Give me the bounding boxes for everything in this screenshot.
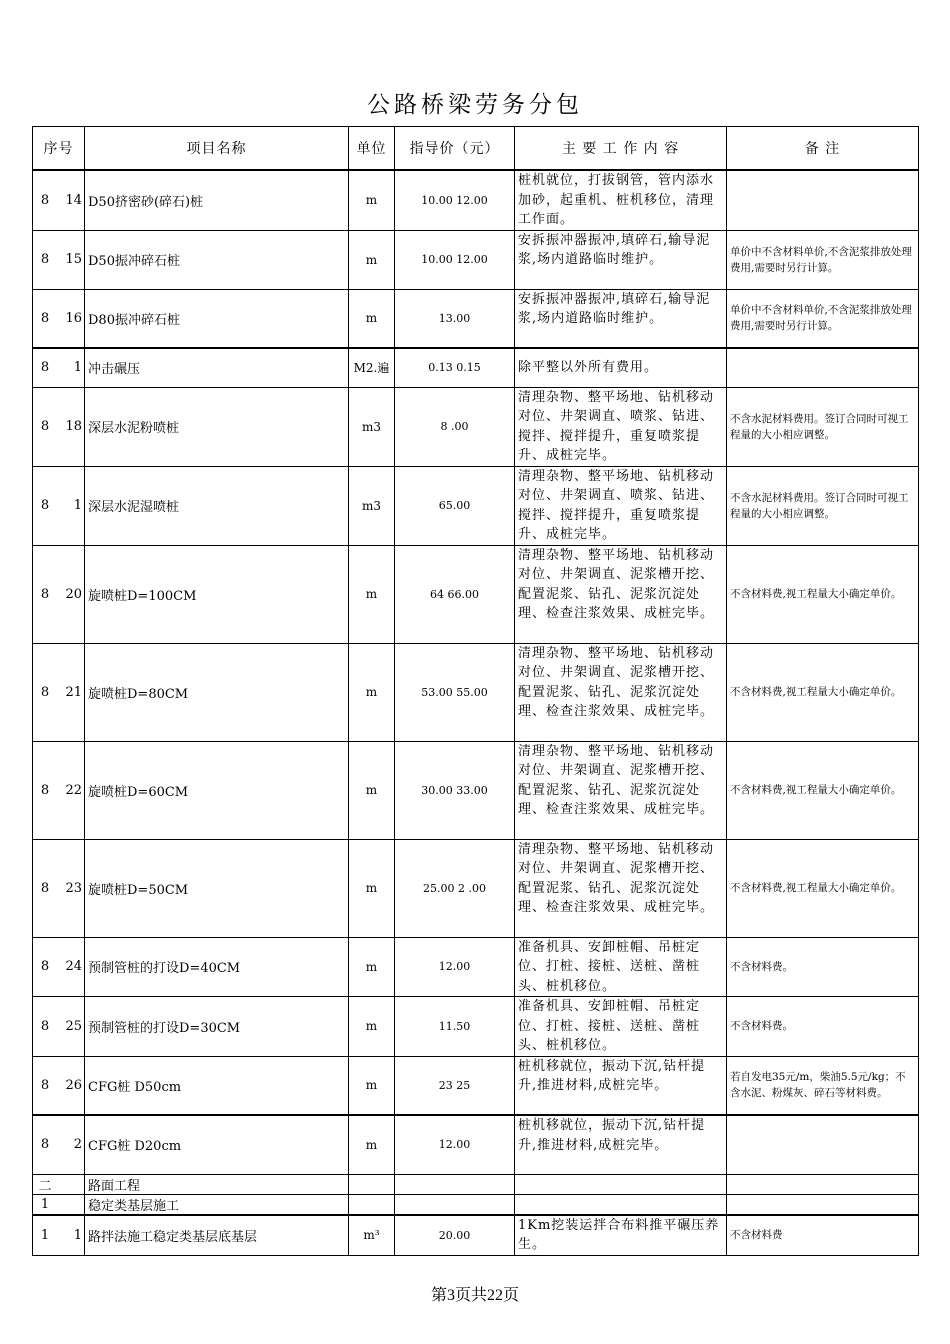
row-note: 不含水泥材料费用。签订合同时可视工程量的大小相应调整。	[727, 466, 919, 545]
table-header-row	[33, 127, 919, 171]
seq-minor: 1	[73, 498, 82, 513]
table-row	[33, 937, 919, 997]
seq-minor: 16	[65, 310, 82, 326]
row-item-name: 预制管桩的打设D=30CM	[85, 997, 349, 1057]
table-row	[33, 1215, 919, 1256]
table-row	[33, 1056, 919, 1115]
row-item-name: 预制管桩的打设D=40CM	[85, 937, 349, 997]
header-name: 项目名称	[85, 127, 349, 171]
row-work-content: 准备机具、安卸桩帽、吊桩定位、打桩、接桩、送桩、凿桩头、桩机移位。	[515, 997, 727, 1057]
seq-minor: 20	[65, 586, 82, 602]
row-item-name: 旋喷桩D=100CM	[85, 545, 349, 643]
row-note: 不含材料费,视工程量大小确定单价。	[727, 643, 919, 741]
row-unit: m	[349, 643, 395, 741]
seq-minor: 2	[73, 1137, 82, 1153]
row-price: 11.50	[395, 997, 515, 1057]
row-work-content: 准备机具、安卸桩帽、吊桩定位、打桩、接桩、送桩、凿桩头、桩机移位。	[515, 937, 727, 997]
row-item-name: 冲击碾压	[85, 348, 349, 387]
table-row	[33, 230, 919, 289]
seq-major: 8	[40, 1018, 50, 1034]
row-unit: m	[349, 741, 395, 839]
seq-major: 8	[40, 684, 50, 700]
row-seq	[33, 230, 85, 289]
row-unit	[349, 1174, 395, 1194]
row-seq	[33, 170, 85, 230]
row-work-content: 桩机就位，打拔钢管，管内添水加砂，起重机、桩机移位，清理工作面。	[515, 170, 727, 230]
row-unit: m³	[349, 1215, 395, 1256]
page-footer: 第3页共22页	[430, 1287, 519, 1304]
table-row	[33, 466, 919, 545]
seq-minor: 25	[65, 1018, 82, 1034]
seq-major: 8	[40, 310, 50, 326]
seq-major: 8	[40, 1077, 50, 1093]
table-row	[33, 387, 919, 466]
header-price: 指导价（元）	[395, 127, 515, 171]
row-work-content: 清理杂物、整平场地、钻机移动对位、井架调直、喷浆、钻进、搅拌、搅拌提升，重复喷浆提升、成桩完毕。	[515, 387, 727, 466]
row-price: 0.13 0.15	[395, 348, 515, 387]
seq-major: 8	[40, 419, 50, 434]
row-item-name: 深层水泥湿喷桩	[85, 466, 349, 545]
row-seq	[33, 839, 85, 937]
row-work-content: 1Km挖装运拌合布料推平碾压养生。	[515, 1215, 727, 1256]
row-price	[395, 1174, 515, 1194]
row-seq	[33, 1194, 85, 1215]
row-seq	[33, 466, 85, 545]
row-seq	[33, 1115, 85, 1174]
row-unit: m	[349, 1115, 395, 1174]
row-seq	[33, 1215, 85, 1256]
row-unit: m	[349, 997, 395, 1057]
seq-major: 8	[40, 586, 50, 602]
seq-major: 8	[40, 1137, 50, 1153]
row-price: 12.00	[395, 1115, 515, 1174]
row-note: 若自发电35元/m，柴油5.5元/kg；不含水泥、粉煤灰、碎石等材料费。	[727, 1056, 919, 1115]
seq-major: 8	[40, 360, 50, 376]
table-body	[33, 170, 919, 1255]
row-price: 65.00	[395, 466, 515, 545]
row-item-name: CFG桩 D50cm	[85, 1056, 349, 1115]
row-work-content: 清理杂物、整平场地、钻机移动对位、井架调直、泥浆槽开挖、配置泥浆、钻孔、泥浆沉淀处理、检查注浆效果、成桩完毕。	[515, 839, 727, 937]
row-seq	[33, 997, 85, 1057]
seq-major: 8	[40, 192, 50, 208]
seq-major: 8	[40, 880, 50, 896]
seq-major: 1	[40, 1196, 50, 1212]
row-work-content: 安拆振冲器振冲,填碎石,输导泥浆,场内道路临时维护。	[515, 289, 727, 348]
row-unit: m	[349, 289, 395, 348]
page-title: 公路桥梁劳务分包	[367, 92, 583, 118]
seq-minor: 21	[65, 684, 82, 700]
row-work-content: 桩机移就位，振动下沉,钻杆提升,推进材料,成桩完毕。	[515, 1056, 727, 1115]
row-item-name: 旋喷桩D=80CM	[85, 643, 349, 741]
price-table	[32, 126, 919, 1256]
row-unit: m	[349, 170, 395, 230]
row-note: 不含材料费。	[727, 997, 919, 1057]
table-row	[33, 997, 919, 1057]
row-price: 53.00 55.00	[395, 643, 515, 741]
table-row	[33, 839, 919, 937]
table-row	[33, 289, 919, 348]
row-seq	[33, 741, 85, 839]
row-unit: M2.遍	[349, 348, 395, 387]
seq-minor: 18	[65, 419, 82, 434]
row-seq	[33, 643, 85, 741]
row-seq	[33, 387, 85, 466]
row-note: 单价中不含材料单价,不含泥浆排放处理费用,需要时另行计算。	[727, 230, 919, 289]
header-work: 主 要 工 作 内 容	[515, 127, 727, 171]
row-work-content: 清理杂物、整平场地、钻机移动对位、井架调直、喷浆、钻进、搅拌、搅拌提升，重复喷浆提升、成桩完毕。	[515, 466, 727, 545]
row-note	[727, 1174, 919, 1194]
seq-major: 8	[40, 252, 50, 267]
row-seq	[33, 545, 85, 643]
row-note	[727, 1115, 919, 1174]
row-price: 13.00	[395, 289, 515, 348]
row-work-content: 清理杂物、整平场地、钻机移动对位、井架调直、泥浆槽开挖、配置泥浆、钻孔、泥浆沉淀处理、检查注浆效果、成桩完毕。	[515, 643, 727, 741]
row-price: 20.00	[395, 1215, 515, 1256]
table-row	[33, 1174, 919, 1194]
header-unit: 单位	[349, 127, 395, 171]
row-note	[727, 1194, 919, 1215]
row-note: 不含材料费,视工程量大小确定单价。	[727, 741, 919, 839]
row-note: 不含材料费	[727, 1215, 919, 1256]
row-unit: m	[349, 937, 395, 997]
table-row	[33, 741, 919, 839]
seq-major: 8	[40, 959, 50, 975]
row-unit: m	[349, 1056, 395, 1115]
row-work-content: 桩机移就位，振动下沉,钻杆提升,推进材料,成桩完毕。	[515, 1115, 727, 1174]
header-seq: 序号	[33, 127, 85, 171]
seq-minor: 1	[73, 1227, 82, 1243]
row-work-content: 安拆振冲器振冲,填碎石,输导泥浆,场内道路临时维护。	[515, 230, 727, 289]
row-unit: m3	[349, 466, 395, 545]
row-price: 10.00 12.00	[395, 230, 515, 289]
row-note	[727, 348, 919, 387]
row-price: 12.00	[395, 937, 515, 997]
row-price: 64 66.00	[395, 545, 515, 643]
row-unit: m	[349, 545, 395, 643]
row-work-content	[515, 1194, 727, 1215]
row-item-name: D50振冲碎石桩	[85, 230, 349, 289]
seq-major: 8	[40, 782, 50, 798]
row-unit: m3	[349, 387, 395, 466]
row-price: 23 25	[395, 1056, 515, 1115]
row-item-name: CFG桩 D20cm	[85, 1115, 349, 1174]
row-unit	[349, 1194, 395, 1215]
row-item-name: 深层水泥粉喷桩	[85, 387, 349, 466]
row-note: 不含材料费,视工程量大小确定单价。	[727, 545, 919, 643]
row-item-name: 路拌法施工稳定类基层底基层	[85, 1215, 349, 1256]
row-note	[727, 170, 919, 230]
row-item-name: D80振冲碎石桩	[85, 289, 349, 348]
table-row	[33, 348, 919, 387]
row-item-name: 旋喷桩D=50CM	[85, 839, 349, 937]
row-item-name: 稳定类基层施工	[85, 1194, 349, 1215]
table-row	[33, 545, 919, 643]
row-note: 单价中不含材料单价,不含泥浆排放处理费用,需要时另行计算。	[727, 289, 919, 348]
row-note: 不含材料费,视工程量大小确定单价。	[727, 839, 919, 937]
seq-minor: 23	[65, 880, 82, 896]
table-row	[33, 643, 919, 741]
seq-minor: 15	[65, 252, 82, 267]
header-note: 备 注	[727, 127, 919, 171]
table-row	[33, 1194, 919, 1215]
seq-minor: 26	[65, 1077, 82, 1093]
seq-major: 1	[40, 1227, 50, 1243]
row-seq	[33, 937, 85, 997]
seq-minor: 24	[65, 959, 82, 975]
row-seq	[33, 289, 85, 348]
row-work-content: 除平整以外所有费用。	[515, 348, 727, 387]
seq-minor: 14	[65, 192, 82, 208]
row-unit: m	[349, 839, 395, 937]
table-row	[33, 1115, 919, 1174]
row-work-content: 清理杂物、整平场地、钻机移动对位、井架调直、泥浆槽开挖、配置泥浆、钻孔、泥浆沉淀处理、检查注浆效果、成桩完毕。	[515, 545, 727, 643]
row-seq	[33, 1056, 85, 1115]
row-work-content: 清理杂物、整平场地、钻机移动对位、井架调直、泥浆槽开挖、配置泥浆、钻孔、泥浆沉淀处理、检查注浆效果、成桩完毕。	[515, 741, 727, 839]
row-note: 不含材料费。	[727, 937, 919, 997]
row-price	[395, 1194, 515, 1215]
row-item-name: 路面工程	[85, 1174, 349, 1194]
seq-major: 8	[40, 498, 50, 513]
table-row	[33, 170, 919, 230]
row-seq	[33, 1174, 85, 1194]
row-item-name: 旋喷桩D=60CM	[85, 741, 349, 839]
row-price: 25.00 2 .00	[395, 839, 515, 937]
row-note: 不含水泥材料费用。签订合同时可视工程量的大小相应调整。	[727, 387, 919, 466]
row-price: 30.00 33.00	[395, 741, 515, 839]
seq-minor: 1	[73, 360, 82, 376]
seq-minor: 22	[65, 782, 82, 798]
row-price: 10.00 12.00	[395, 170, 515, 230]
row-price: 8 .00	[395, 387, 515, 466]
row-item-name: D50挤密砂(碎石)桩	[85, 170, 349, 230]
seq-major: 二	[38, 1178, 52, 1194]
row-seq	[33, 348, 85, 387]
row-unit: m	[349, 230, 395, 289]
row-work-content	[515, 1174, 727, 1194]
